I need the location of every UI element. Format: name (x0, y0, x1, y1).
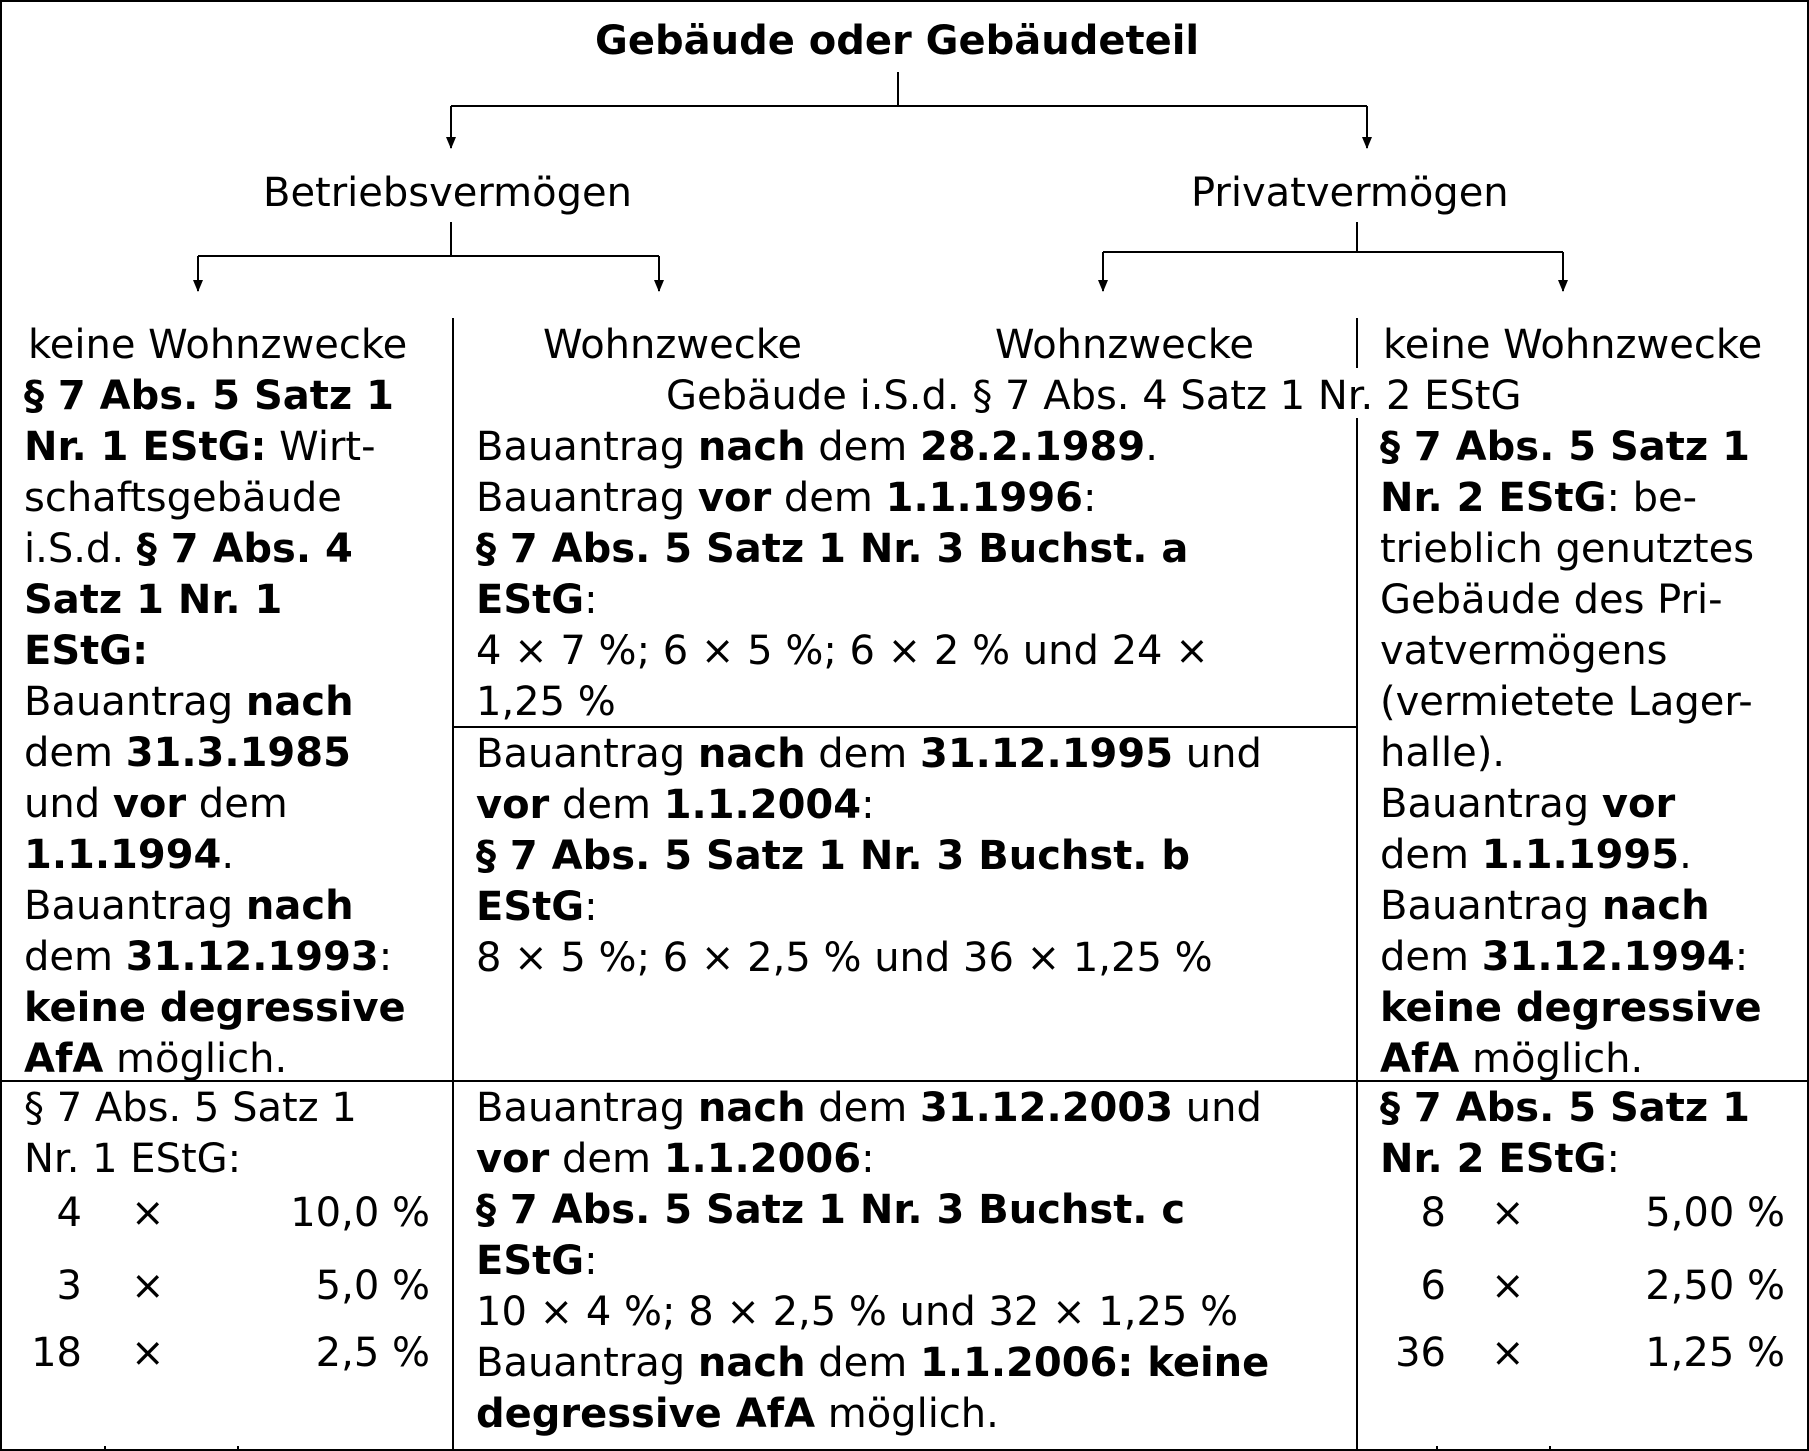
col2c-line: EStG: (476, 1238, 598, 1284)
col1-line: schaftsgebäude (24, 475, 342, 521)
col2c-line: Bauantrag nach dem 31.12.2003 und (476, 1085, 1262, 1131)
col4-bottom-line: § 7 Abs. 5 Satz 1 (1380, 1085, 1750, 1131)
col2a-line: EStG: (476, 577, 598, 623)
col4-rate-times: × (1491, 1263, 1525, 1309)
col1-bottom-line: § 7 Abs. 5 Satz 1 (24, 1085, 357, 1131)
col1-line: EStG: (24, 628, 149, 674)
col4-line: trieblich genutztes (1380, 526, 1755, 572)
col2a-line: 4 × 7 %; 6 × 5 %; 6 × 2 % und 24 × (476, 628, 1209, 674)
col2b-line: Bauantrag nach dem 31.12.1995 und (476, 731, 1262, 777)
col2a-line: Bauantrag nach dem 28.2.1989. (476, 424, 1158, 470)
branch-betriebsvermoegen: Betriebsvermögen (263, 170, 632, 216)
col2c-line: Bauantrag nach dem 1.1.2006: keine (476, 1340, 1270, 1386)
header-col4: keine Wohnzwecke (1383, 322, 1763, 368)
header-shared-definition: Gebäude i.S.d. § 7 Abs. 4 Satz 1 Nr. 2 EStG (666, 373, 1522, 419)
root-title: Gebäude oder Gebäudeteil (595, 18, 1200, 64)
col4-rate-count: 8 (1420, 1190, 1446, 1236)
col1-line: 1.1.1994. (24, 832, 235, 878)
col4-line: Bauantrag nach (1380, 883, 1710, 929)
col4-line: § 7 Abs. 5 Satz 1 (1380, 424, 1750, 470)
col4-line: AfA möglich. (1380, 1036, 1644, 1082)
col4-bottom-text (1380, 1083, 1750, 1185)
col1-line: AfA möglich. (24, 1036, 288, 1082)
col1-bottom-text (24, 1083, 357, 1185)
col2a-line: Bauantrag vor dem 1.1.1996: (476, 475, 1097, 521)
col4-rate-percent: 2,50 % (1645, 1263, 1785, 1309)
col4-line: Bauantrag vor (1380, 781, 1676, 827)
col1-line: Nr. 1 EStG: Wirt- (24, 424, 376, 470)
col1-rate-times: × (131, 1190, 165, 1236)
col4-bottom-line: Nr. 2 EStG: (1380, 1136, 1620, 1182)
col1-rate-count: 18 (31, 1330, 82, 1376)
col1-line: Bauantrag nach (24, 883, 354, 929)
col1-line: Bauantrag nach (24, 679, 354, 725)
col1-rate-percent: 2,5 % (315, 1330, 430, 1376)
col1-line: dem 31.12.1993: (24, 934, 393, 980)
col4-line: vatvermögens (1380, 628, 1668, 674)
col1-line: keine degressive (24, 985, 406, 1031)
col4-line: keine degressive (1380, 985, 1762, 1031)
col2-section-a (476, 422, 1209, 728)
col1-line: und vor dem (24, 781, 288, 827)
col2a-line: § 7 Abs. 5 Satz 1 Nr. 3 Buchst. a (476, 526, 1189, 572)
col2c-line: degressive AfA möglich. (476, 1391, 999, 1437)
col4-rate-count: 6 (1420, 1263, 1446, 1309)
col2b-line: § 7 Abs. 5 Satz 1 Nr. 3 Buchst. b (476, 833, 1191, 879)
col1-bottom-line: Nr. 1 EStG: (24, 1136, 242, 1182)
col1-rate-times: × (131, 1263, 165, 1309)
col2b-line: vor dem 1.1.2004: (476, 782, 875, 828)
col4-line: dem 31.12.1994: (1380, 934, 1749, 980)
col1-line: dem 31.3.1985 (24, 730, 351, 776)
col4-rate-times: × (1491, 1190, 1525, 1236)
col2b-line: 8 × 5 %; 6 × 2,5 % und 36 × 1,25 % (476, 935, 1213, 981)
col1-line: § 7 Abs. 5 Satz 1 (24, 373, 394, 419)
col4-rate-count: 36 (1395, 1330, 1446, 1376)
col2c-line: 10 × 4 %; 8 × 2,5 % und 32 × 1,25 % (476, 1289, 1239, 1335)
col4-rate-times: × (1491, 1330, 1525, 1376)
col1-rate-times: × (131, 1330, 165, 1376)
header-col2: Wohnzwecke (543, 322, 803, 368)
col4-text (1380, 422, 1762, 1085)
col2-section-c (476, 1083, 1269, 1440)
col1-rate-count: 3 (56, 1263, 82, 1309)
col2c-line: § 7 Abs. 5 Satz 1 Nr. 3 Buchst. c (476, 1187, 1186, 1233)
col1-rate-count: 4 (56, 1190, 82, 1236)
col4-line: (vermietete Lager- (1380, 679, 1753, 725)
col4-line: dem 1.1.1995. (1380, 832, 1692, 878)
col2b-line: EStG: (476, 884, 598, 930)
col1-rate-percent: 10,0 % (290, 1190, 430, 1236)
col4-line: Gebäude des Pri- (1380, 577, 1723, 623)
col2a-line: 1,25 % (476, 679, 616, 725)
col1-line: i.S.d. § 7 Abs. 4 (24, 526, 353, 572)
branch-privatvermoegen: Privatvermögen (1191, 170, 1509, 216)
col4-rate-percent: 1,25 % (1645, 1330, 1785, 1376)
col1-rate-percent: 5,0 % (315, 1263, 430, 1309)
header-col1: keine Wohnzwecke (28, 322, 408, 368)
col1-line: Satz 1 Nr. 1 (24, 577, 283, 623)
header-col3: Wohnzwecke (995, 322, 1255, 368)
col4-line: Nr. 2 EStG: be- (1380, 475, 1698, 521)
col2-section-b (476, 729, 1262, 984)
col2c-line: vor dem 1.1.2006: (476, 1136, 875, 1182)
col4-line: halle). (1380, 730, 1506, 776)
col1-text (24, 371, 406, 1085)
col4-rate-percent: 5,00 % (1645, 1190, 1785, 1236)
